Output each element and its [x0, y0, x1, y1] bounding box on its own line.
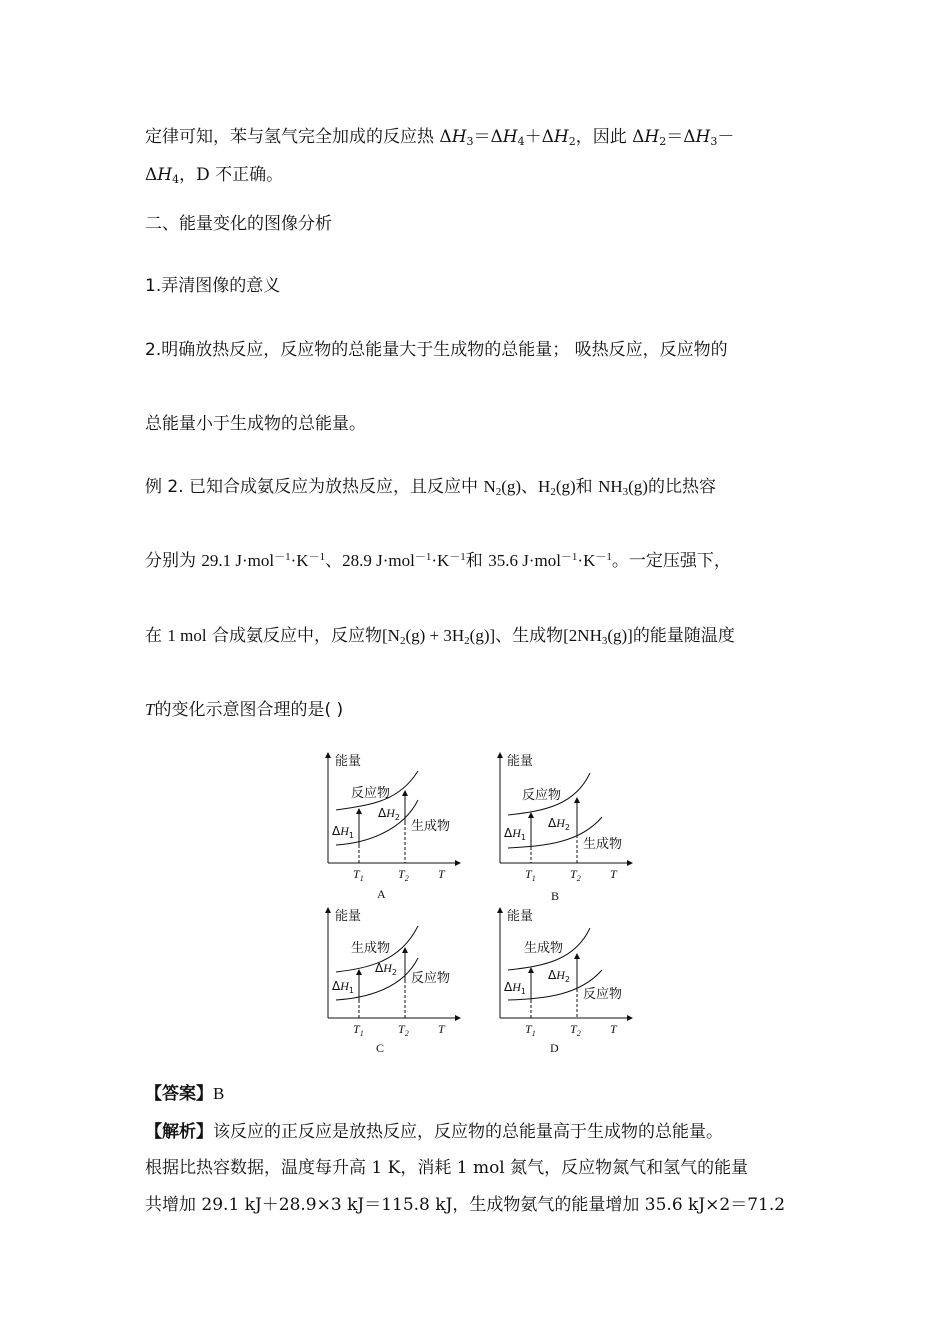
label-d: D [550, 1041, 559, 1055]
svg-text:反应物: 反应物 [411, 971, 451, 986]
example-line-3: 在 1 mol 合成氨反应中，反应物$[N_2(g) + 3H_2(g)]$、生成物$[2NH_3(g)]$的能量随温度 [145, 626, 735, 647]
svg-text:ΔH2: $\Delta H_2$ [378, 806, 400, 822]
label-c: C [376, 1041, 385, 1055]
energy-diagrams [318, 745, 638, 1064]
svg-text:T2: $T_2$ [398, 1022, 409, 1038]
svg-text:T: T [610, 1022, 617, 1036]
svg-text:T1: $T_1$ [353, 1022, 364, 1038]
svg-text:T: T [610, 867, 617, 881]
svg-text:ΔH2: $\Delta H_2$ [548, 968, 570, 984]
svg-text:ΔH2: $\Delta H_2$ [548, 816, 570, 832]
svg-text:T1: $T_1$ [525, 1022, 536, 1038]
svg-text:T2: $T_2$ [398, 867, 409, 883]
svg-text:T2: $T_2$ [570, 1022, 581, 1038]
point-2-line-2: 总能量小于生成物的总能量。 [145, 414, 366, 434]
continuation-line-2: $\Delta H_4$，D 不正确。 [145, 165, 284, 186]
diagram-d [500, 908, 630, 1055]
svg-text:T: T [438, 867, 445, 881]
svg-text:能量: 能量 [507, 754, 534, 769]
svg-text:ΔH1: $\Delta H_1$ [332, 824, 354, 840]
svg-text:T1: $T_1$ [353, 867, 364, 883]
label-a: A [377, 887, 386, 901]
svg-text:ΔH1: $\Delta H_1$ [332, 979, 354, 995]
svg-text:生成物: 生成物 [524, 941, 564, 956]
svg-text:生成物: 生成物 [583, 837, 623, 852]
svg-text:ΔH1: $\Delta H_1$ [504, 980, 526, 996]
diagram-a [328, 753, 458, 901]
svg-text:T: T [438, 1022, 445, 1036]
analysis-line-2: 根据比热容数据，温度每升高 1 K，消耗 1 mol 氮气，反应物氮气和氢气的能量 [145, 1158, 749, 1178]
example-line-4: T的变化示意图合理的是( ) [145, 700, 344, 720]
point-1: 1.弄清图像的意义 [145, 276, 281, 296]
svg-text:能量: 能量 [507, 909, 534, 924]
svg-text:生成物: 生成物 [351, 941, 391, 956]
svg-text:T2: $T_2$ [570, 867, 581, 883]
svg-text:反应物: 反应物 [522, 788, 562, 803]
diagram-c [328, 908, 458, 1055]
label-b: B [551, 889, 560, 903]
product-label: 生成物 [411, 819, 451, 834]
svg-text:能量: 能量 [335, 909, 362, 924]
analysis-line-1: 【解析】该反应的正反应是放热反应，反应物的总能量高于生成物的总能量。 [145, 1122, 723, 1142]
svg-text:T1: $T_1$ [525, 867, 536, 883]
continuation-line-1: 定律可知，苯与氢气完全加成的反应热 $\Delta H_3=\Delta H_4+\Delta H_2$，因此 $\Delta H_2=\Delta H_3-$ [145, 127, 735, 148]
svg-text:反应物: 反应物 [583, 987, 623, 1002]
svg-text:ΔH1: $\Delta H_1$ [504, 826, 526, 842]
point-2-line-1: 2.明确放热反应，反应物的总能量大于生成物的总能量； 吸热反应，反应物的 [145, 340, 728, 360]
reactant-label: 反应物 [351, 786, 391, 801]
answer: 【答案】B [145, 1084, 225, 1104]
svg-text:ΔH2: $\Delta H_2$ [375, 961, 397, 977]
diagram-b [500, 753, 630, 903]
section-title: 二、能量变化的图像分析 [145, 214, 332, 234]
example-line-1: 例 2. 已知合成氨反应为放热反应，且反应中 $N_2(g)$、$H_2(g)$和 $NH_3(g)$的比热容 [145, 477, 716, 498]
energy-label: 能量 [335, 754, 362, 769]
analysis-line-3: 共增加 29.1 kJ＋28.9×3 kJ＝115.8 kJ，生成物氨气的能量增加 35.6 kJ×2＝71.2 [145, 1195, 786, 1215]
example-line-2: 分别为 29.1 $J\cdot mol^{-1}\cdot K^{-1}$、28.9 $J\cdot mol^{-1}\cdot K^{-1}$和 35.6 $J\cdot mol^{-1}\cdot K^{-1}$。一定压强下， [145, 551, 731, 571]
